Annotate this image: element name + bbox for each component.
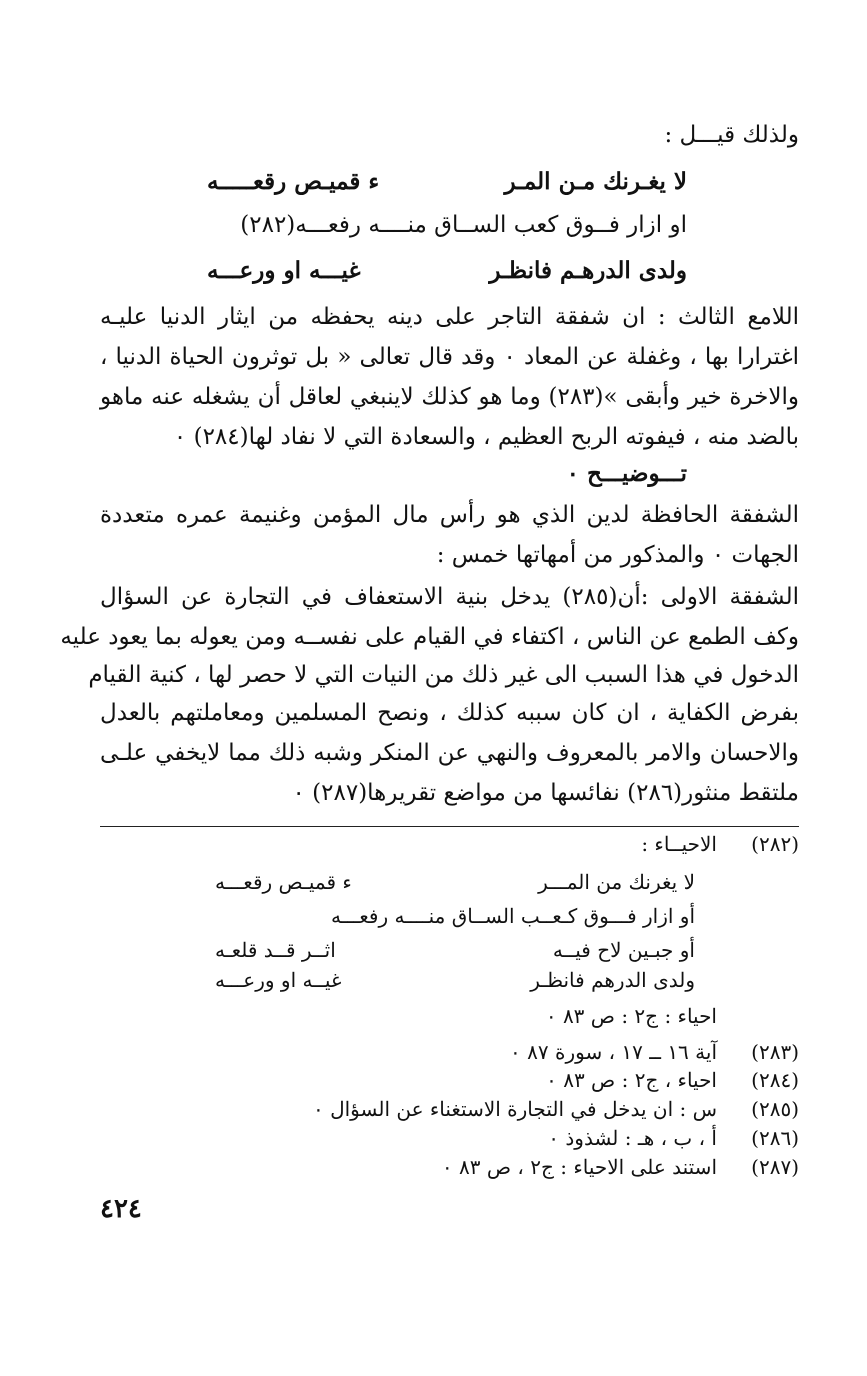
verse-hemistich: ولدى الدرهـم فانظـر <box>489 257 687 284</box>
paragraph-line: الشفقة الحافظة لدين الذي هو رأس مال المؤمن وغنيمة عمره متعددة <box>100 502 799 528</box>
paragraph-line: اغترارا بها ، وغفلة عن المعاد ٠ وقد قال تعالى « بل توثرون الحياة الدنيا ، <box>100 344 799 370</box>
paragraph-line: ملتقط منثور(٢٨٦) نفائسها من مواضع تقريرها(٢٨٧) ٠ <box>292 780 799 806</box>
verse-hemistich: غيــه او ورعـــه <box>215 968 342 992</box>
paragraph-line: الشفقة الاولى :أن(٢٨٥) يدخل بنية الاستعفاف في التجارة عن السؤال <box>100 584 799 610</box>
footnote-verse <box>215 938 695 966</box>
verse-hemistich: ء قميـص رقعـــه <box>215 870 352 894</box>
verse-hemistich: ء قميـص رقعـــــه <box>207 168 380 195</box>
page-number: ٤٢٤ <box>100 1194 142 1224</box>
footnote-verse <box>215 968 695 996</box>
paragraph-line: وكف الطمع عن الناس ، اكتفاء في القيام على نفســه ومن يعوله بما يعود عليه <box>60 624 799 650</box>
footnote-divider <box>100 826 799 827</box>
paragraph-line: بفرض الكفاية ، ان كان سببه كذلك ، ونصح المسلمين ومعاملتهم بالعدل <box>100 700 799 726</box>
paragraph-line: بالضد منه ، فيفوته الربح العظيم ، والسعادة التي لا نفاد لها(٢٨٤) ٠ <box>173 424 799 450</box>
verse-hemistich: لا يغرنك من المـــر <box>538 870 695 894</box>
footnote-source: احياء : ج٢ : ص ٨٣ ٠ <box>545 1004 717 1028</box>
footnote-number: (٢٨٢) <box>751 832 799 856</box>
verse-hemistich: غيـــه او ورعـــه <box>207 257 361 284</box>
verse-line-1 <box>207 168 687 198</box>
footnote-text: احياء ، ج٢ : ص ٨٣ ٠ <box>546 1068 717 1092</box>
paragraph-line: الجهات ٠ والمذكور من أمهاتها خمس : <box>436 542 799 568</box>
footnote-number: (٢٨٤) <box>751 1068 799 1092</box>
verse-hemistich: لا يغـرنك مـن المـر <box>504 168 687 195</box>
verse-hemistich: ولدى الدرهم فانظـر <box>530 968 695 992</box>
footnote-number: (٢٨٣) <box>751 1040 799 1064</box>
paragraph-line: الدخول في هذا السبب الى غير ذلك من النيات التي لا حصر لها ، كنية القيام <box>88 662 799 688</box>
paragraph-line: اللامع الثالث : ان شفقة التاجر على دينه يحفظه من ايثار الدنيا عليـه <box>100 304 799 330</box>
verse-line-2 <box>207 212 687 242</box>
footnote-verse <box>215 904 695 932</box>
footnote-number: (٢٨٥) <box>751 1097 799 1121</box>
footnote-verse <box>215 870 695 898</box>
verse-hemistich: اثــر قــد قلعـه <box>215 938 336 962</box>
paragraph-line: والاخرة خير وأبقى »(٢٨٣) وما هو كذلك لاينبغي لعاقل أن يشغله عنه ماهو <box>100 384 799 410</box>
footnote-text: استند على الاحياء : ج٢ ، ص ٨٣ ٠ <box>441 1155 717 1179</box>
footnote-text: أ ، ب ، هـ : لشذوذ ٠ <box>548 1126 717 1150</box>
paragraph-line: والاحسان والامر بالمعروف والنهي عن المنكر وشبه ذلك مما لايخفي علـى <box>100 740 799 766</box>
verse-hemistich: او ازار فــوق كعب الســاق منــــه رفعـــه(٢٨٢) <box>240 212 687 238</box>
verse-hemistich: أو ازار فـــوق كـعــب الســاق منــــه رفعـــه <box>330 904 695 928</box>
footnote-text: آية ١٦ ــ ١٧ ، سورة ٨٧ ٠ <box>510 1040 717 1064</box>
intro-line: ولذلك قيـــل : <box>664 122 799 148</box>
footnote-label: الاحيــاء : <box>641 832 717 856</box>
verse-hemistich: أو جبـين لاح فيــه <box>552 938 695 962</box>
verse-line-3 <box>207 257 687 287</box>
section-heading: تـــوضيـــح ٠ <box>566 460 687 487</box>
footnote-number: (٢٨٧) <box>751 1155 799 1179</box>
footnote-number: (٢٨٦) <box>751 1126 799 1150</box>
footnote-text: س : ان يدخل في التجارة الاستغناء عن السؤال ٠ <box>312 1097 717 1121</box>
